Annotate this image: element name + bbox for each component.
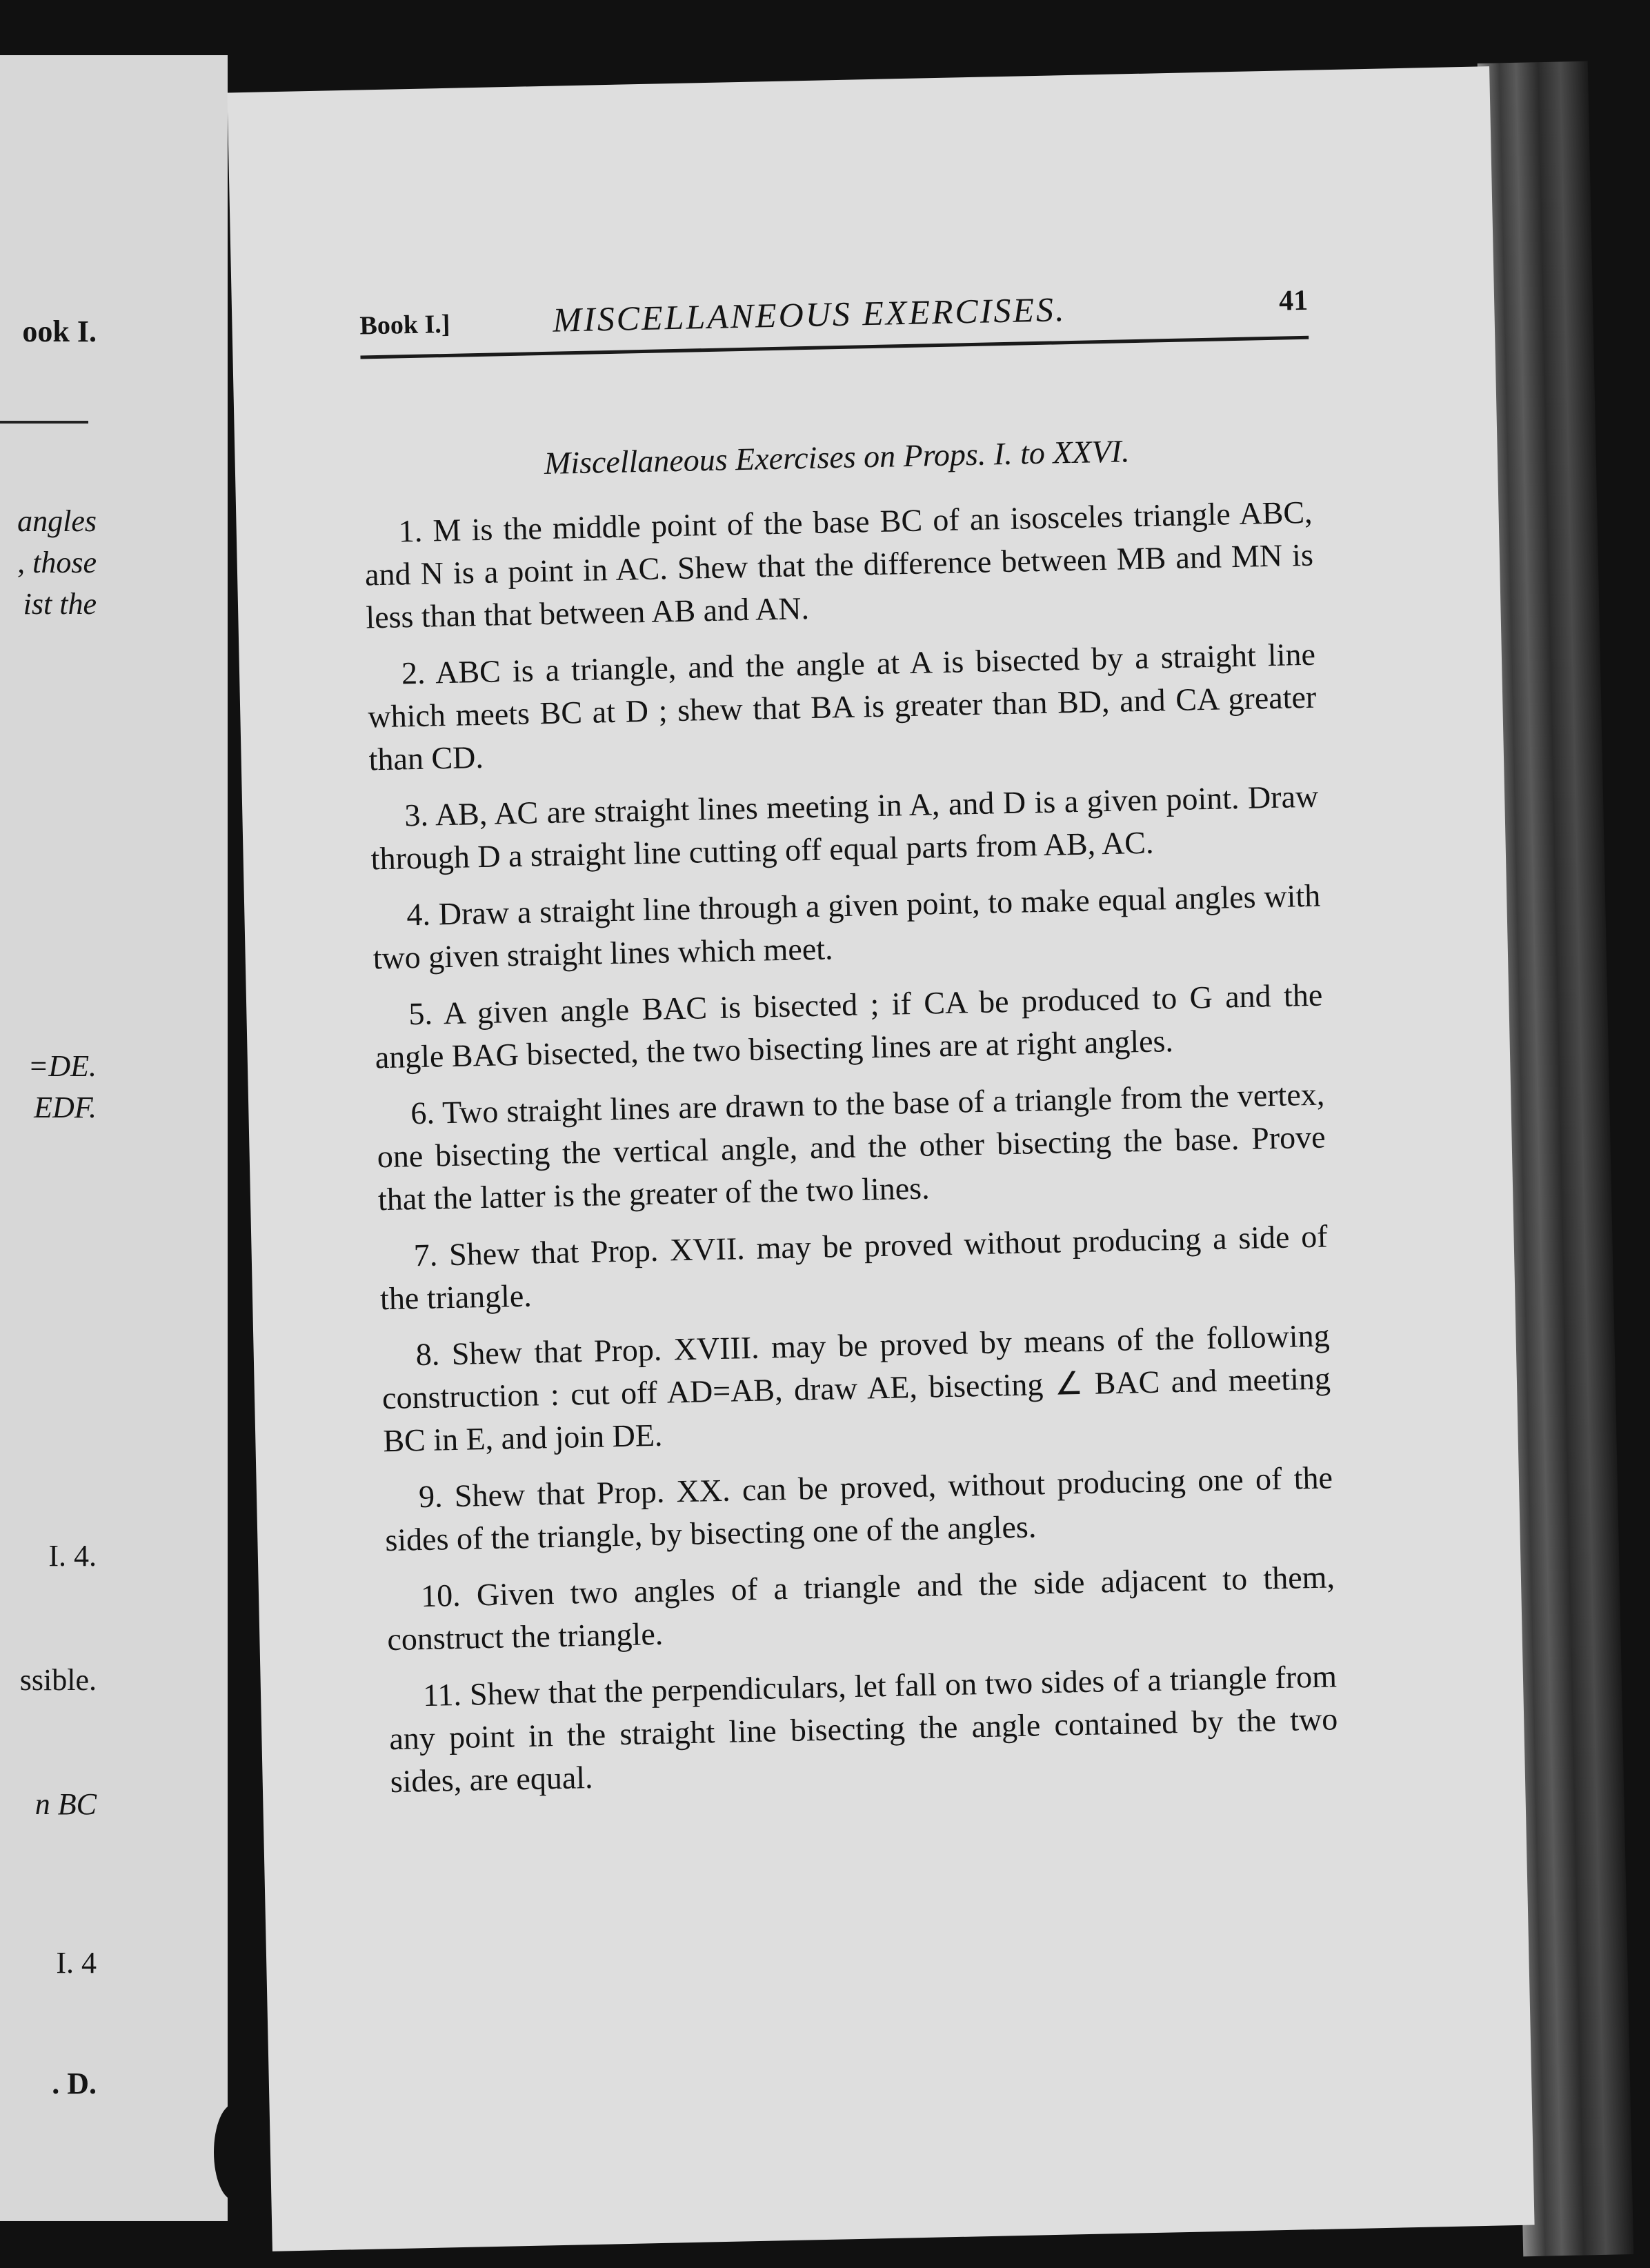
left-page-line: ook I. <box>22 315 97 348</box>
left-page-line: angles <box>17 504 97 538</box>
exercise-11: 11. Shew that the perpendiculars, let fall on two sides of a triangle from any point in the straight line bisecting the angle contained by the two sides, are equal. <box>388 1658 1338 1800</box>
left-page-line: n BC <box>34 1787 97 1821</box>
left-page-line: . D. <box>52 2067 97 2100</box>
left-page-line: EDF. <box>34 1091 97 1124</box>
left-page-line: , those <box>17 546 97 579</box>
exercise-3: 3. AB, AC are straight lines meeting in A, and D is a given point. Draw through D a straight line cutting off equal parts from AB, AC. <box>370 778 1319 877</box>
left-page-line: I. 4. <box>48 1539 97 1573</box>
exercise-7: 7. Shew that Prop. XVII. may be proved without producing a side of the triangle. <box>379 1218 1329 1317</box>
left-page-line: ist the <box>23 587 97 621</box>
left-page-line: I. 4 <box>56 1946 97 1980</box>
exercise-4: 4. Draw a straight line through a given point, to make equal angles with two given straight lines which meet. <box>372 877 1321 976</box>
exercise-2: 2. ABC is a triangle, and the angle at A is bisected by a straight line which meets BC at D ; shew that BA is greater than BD, and CA greater than CD. <box>367 636 1317 777</box>
page-number: 41 <box>1278 284 1309 317</box>
scan-blemish <box>214 2104 228 2200</box>
left-page-line: =DE. <box>28 1049 97 1083</box>
exercise-1: 1. M is the middle point of the base BC of an isosceles triangle ABC, and N is a point in AC. Shew that the difference between MB and MN is less than that between AB and AN. <box>364 494 1314 635</box>
page-title: MISCELLANEOUS EXERCISES. <box>552 290 1067 339</box>
left-page-line: ssible. <box>19 1663 97 1697</box>
section-heading: Miscellaneous Exercises on Props. I. to XXVI. <box>544 433 1130 481</box>
right-page <box>227 66 1534 2251</box>
left-facing-page <box>0 55 228 2221</box>
exercise-5: 5. A given angle BAC is bisected ; if CA be produced to G and the angle BAG bisected, the two bisecting lines are at right angles. <box>375 977 1323 1075</box>
exercise-list <box>364 491 1339 1817</box>
exercise-10: 10. Given two angles of a triangle and the side adjacent to them, construct the triangle. <box>386 1559 1335 1658</box>
left-page-rule <box>0 421 88 424</box>
book-label: Book I.] <box>359 309 450 341</box>
exercise-9: 9. Shew that Prop. XX. can be proved, without producing one of the sides of the triangle, by bisecting one of the angles. <box>384 1460 1333 1558</box>
exercise-6: 6. Two straight lines are drawn to the base of a triangle from the vertex, one bisecting the vertical angle, and the other bisecting the base. Prove that the latter is the greater of the two lines. <box>377 1076 1326 1217</box>
exercise-8: 8. Shew that Prop. XVIII. may be proved by means of the following construction : cut off AD=AB, draw AE, bisecting ∠ BAC and meeting BC in E, and join DE. <box>381 1317 1331 1459</box>
